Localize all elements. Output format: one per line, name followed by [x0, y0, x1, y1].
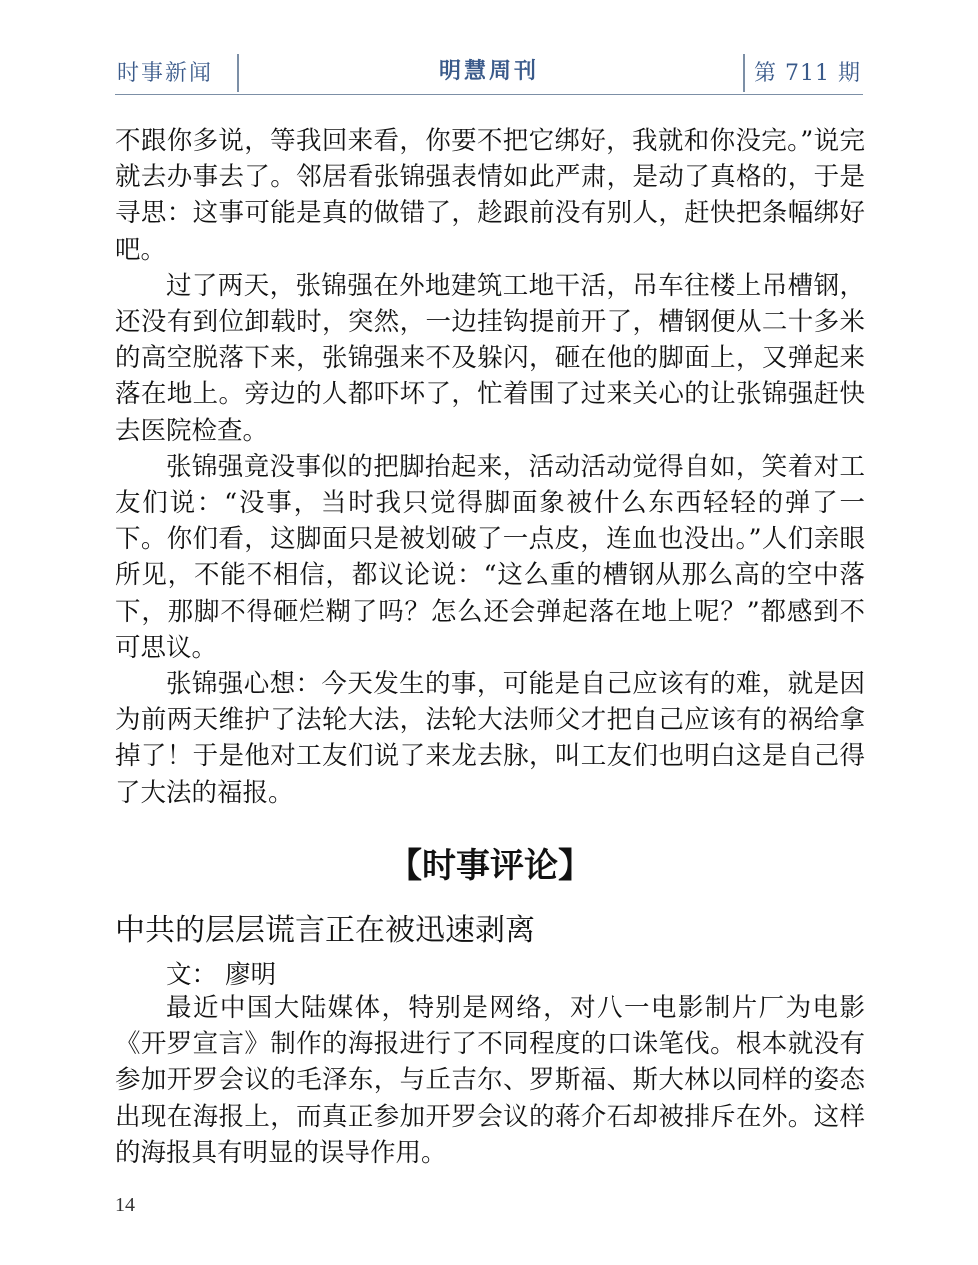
article-title: 中共的层层谎言正在被迅速剥离 — [115, 913, 535, 948]
article-body — [115, 990, 865, 1171]
story-paragraph: 过了两天，张锦强在外地建筑工地干活，吊车往楼上吊槽钢，还没有到位卸载时，突然，一边挂钩提前开了，槽钢便从二十多米的高空脱落下来，张锦强来不及躲闪，砸在他的脚面上，又弹起来落在地上。旁边的人都吓坏了，忙着围了过来关心的让张锦强赶快去医院检查。 — [115, 270, 865, 446]
article-author: 文： 廖明 — [166, 960, 277, 990]
page-header — [115, 52, 863, 95]
header-section-label: 时事新闻 — [117, 61, 214, 86]
article-paragraph: 最近中国大陆媒体，特别是网络，对八一电影制片厂为电影《开罗宣言》制作的海报进行了不同程度的口诛笔伐。根本就没有参加开罗会议的毛泽东，与丘吉尔、罗斯福、斯大林以同样的姿态出现在海报上，而真正参加开罗会议的蒋介石却被排斥在外。这样的海报具有明显的误导作用。 — [115, 993, 865, 1168]
header-publication-title: 明慧周刊 — [438, 59, 539, 84]
section-title: 【时事评论】 — [388, 846, 592, 886]
header-issue-number: 第 711 期 — [754, 61, 861, 86]
story-paragraph: 张锦强竟没事似的把脚抬起来，活动活动觉得自如，笑着对工友们说：“没事，当时我只觉得脚面象被什么东西轻轻的弹了一下。你们看，这脚面只是被划破了一点皮，连血也没出。”人们亲眼所见，不能不相信，都议论说：“这么重的槽钢从那么高的空中落下，那脚不得砸烂糊了吗？怎么还会弹起落在地上呢？”都感到不可思议。 — [115, 451, 865, 663]
story-paragraph: 张锦强心想：今天发生的事，可能是自己应该有的难，就是因为前两天维护了法轮大法，法轮大法师父才把自己应该有的祸给拿掉了！于是他对工友们说了来龙去脉，叫工友们也明白这是自己得了大法的福报。 — [115, 669, 865, 808]
page-number: 14 — [115, 1194, 135, 1216]
header-divider-right — [743, 54, 745, 92]
story-paragraph: 不跟你多说，等我回来看，你要不把它绑好，我就和你没完。”说完就去办事去了。邻居看张锦强表情如此严肃，是动了真格的，于是寻思：这事可能是真的做错了，趁跟前没有别人，赶快把条幅绑好吧。 — [115, 126, 865, 265]
story-continued — [115, 123, 865, 811]
